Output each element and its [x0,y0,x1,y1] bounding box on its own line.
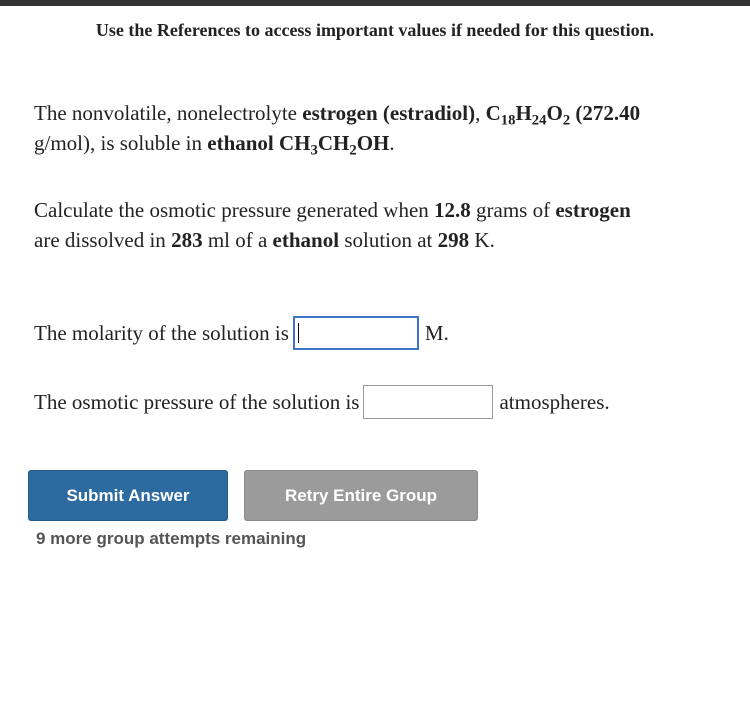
osmotic-row [34,385,610,419]
question-text: Calculate the osmotic pressure generated when [34,198,435,222]
question-paragraph-1 [34,98,744,158]
solution-volume: 283 [171,228,203,252]
references-note: Use the References to access important values if needed for this question. [95,20,655,40]
question-text: , [475,101,486,125]
solute-mass: 12.8 [434,198,471,222]
solute-name: estrogen (estradiol) [302,101,476,125]
question-text: solution at [339,228,438,252]
top-toolbar-strip [0,0,750,7]
osmotic-label: The osmotic pressure of the solution is [34,389,360,414]
solute-formula: $C_{18}H_{24}O_2$ [485,101,571,129]
temperature: 298 [437,228,470,252]
question-text: g/mol), is soluble in [34,131,208,155]
question-text: ml of a [202,228,273,252]
question-text: are dissolved in [34,228,172,252]
solvent-name: ethanol [207,131,274,155]
toolbar-edge [0,0,750,6]
text-caret [298,323,300,343]
question-text: grams of [470,198,556,222]
solvent-formula: $CH_3CH_2OH$ [279,131,390,159]
osmotic-pressure-input[interactable] [363,385,493,419]
attempts-remaining: 9 more group attempts remaining [36,529,307,548]
molarity-input[interactable] [293,316,419,350]
question-text: K. [469,228,495,252]
question-paragraph-2 [34,195,744,255]
molar-mass: (272.40 [575,101,641,125]
molarity-label: The molarity of the solution is [34,320,289,345]
osmotic-unit: atmospheres. [499,389,610,414]
molarity-unit: M. [424,320,449,345]
question-text: . [389,131,395,155]
solute-name: estrogen [555,198,631,222]
solvent-name: ethanol [272,228,340,252]
question-text: The nonvolatile, nonelectrolyte [34,101,303,125]
submit-answer-button[interactable]: Submit Answer [28,470,228,521]
molarity-row [34,316,449,350]
retry-group-button[interactable]: Retry Entire Group [244,470,478,521]
